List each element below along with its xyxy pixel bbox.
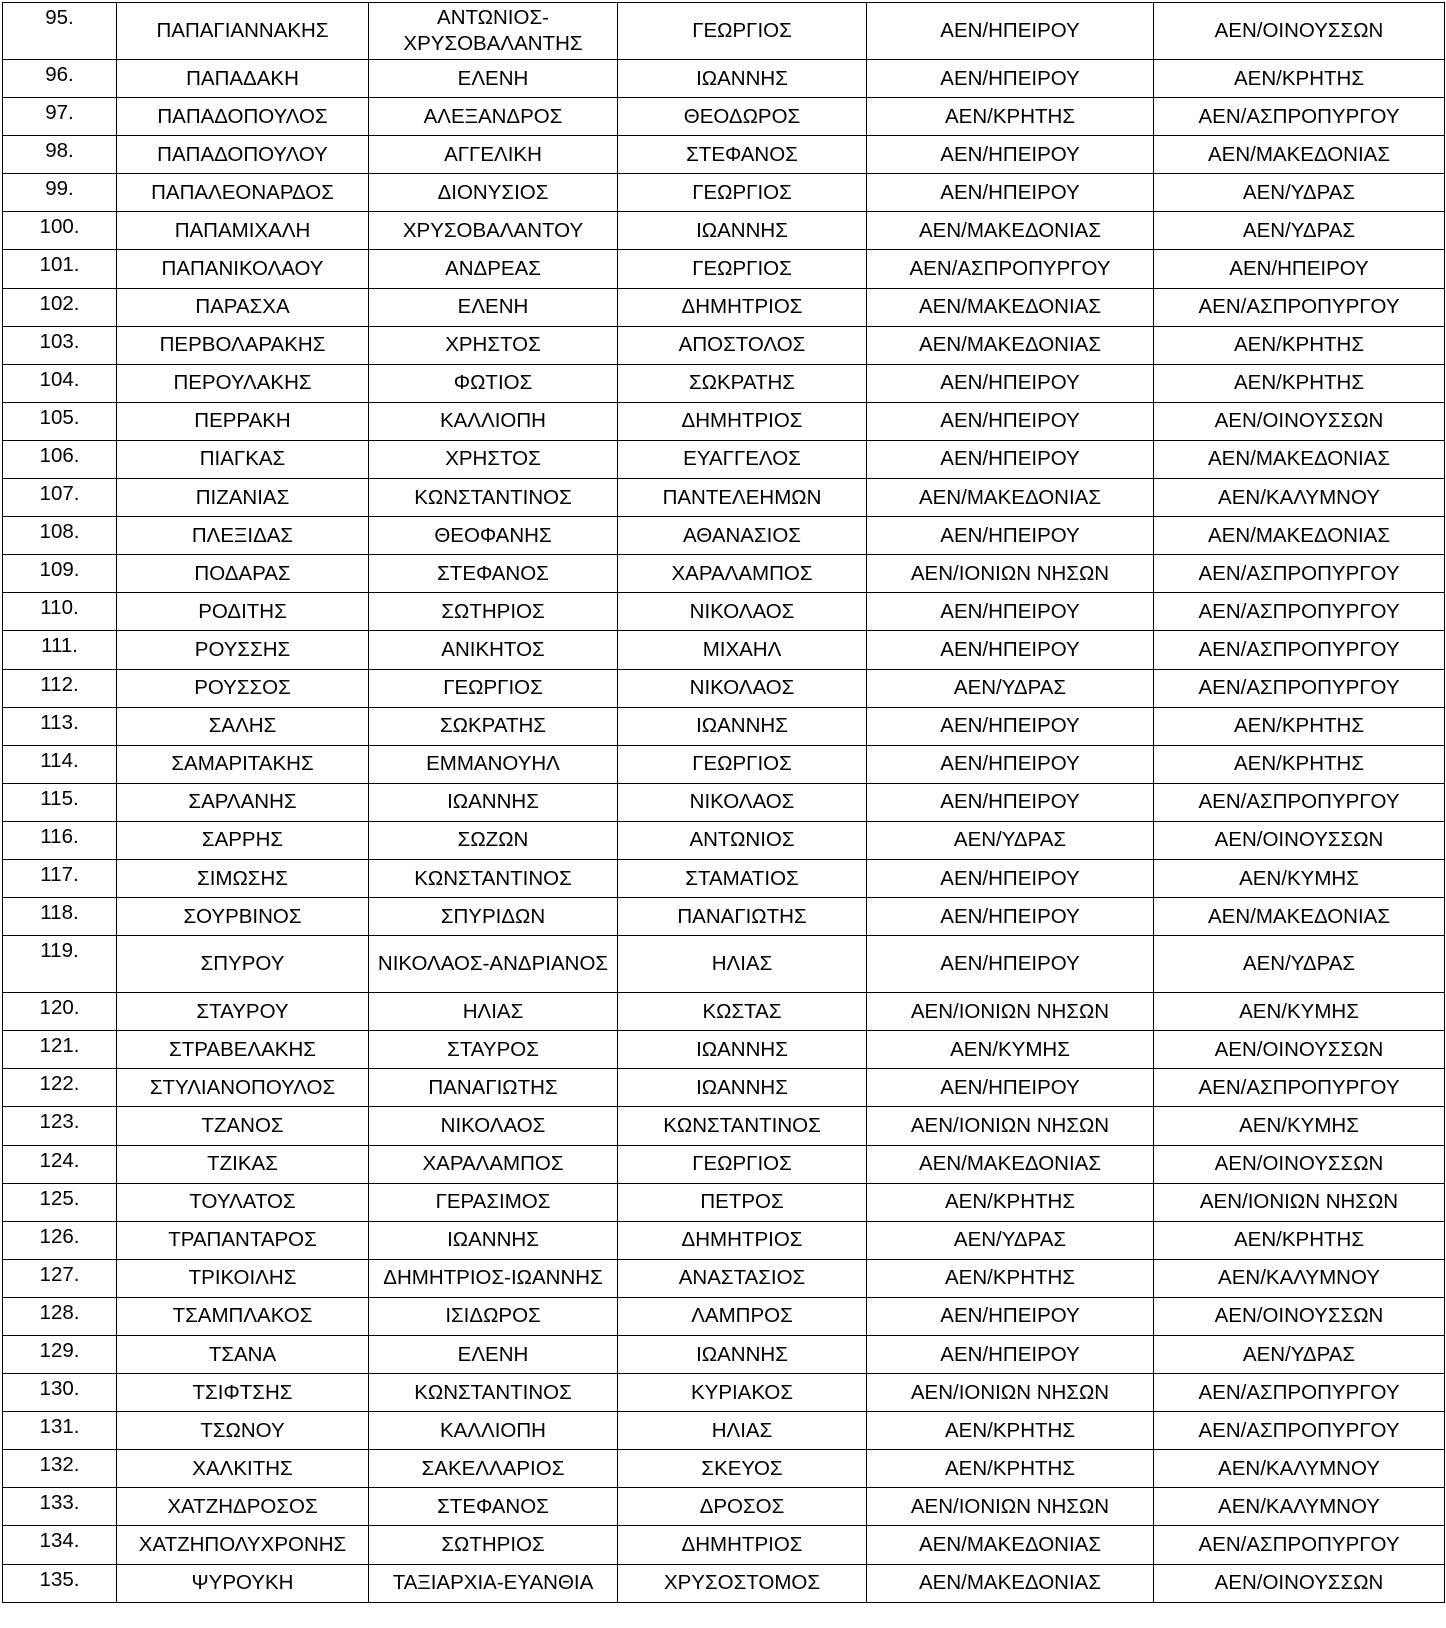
father-name-cell: ΚΩΣΤΑΣ [618,993,867,1031]
row-number: 120. [3,993,117,1031]
row-number: 124. [3,1145,117,1183]
first-name-cell: ΝΙΚΟΛΑΟΣ-ΑΝΔΡΙΑΝΟΣ [369,936,618,993]
row-number: 95. [3,3,117,60]
surname-cell: ΤΖΙΚΑΣ [117,1145,369,1183]
origin-unit-cell: ΑΕΝ/ΚΡΗΤΗΣ [867,1412,1154,1450]
destination-unit-cell: ΑΕΝ/ΑΣΠΡΟΠΥΡΓΟΥ [1154,1069,1445,1107]
first-name-cell: ΓΕΡΑΣΙΜΟΣ [369,1183,618,1221]
father-name-cell: ΧΑΡΑΛΑΜΠΟΣ [618,555,867,593]
father-name-cell: ΓΕΩΡΓΙΟΣ [618,174,867,212]
table-row [3,60,1445,98]
first-name-cell: ΦΩΤΙΟΣ [369,364,618,402]
origin-unit-cell: ΑΕΝ/ΙΟΝΙΩΝ ΝΗΣΩΝ [867,1488,1154,1526]
first-name-cell: ΓΕΩΡΓΙΟΣ [369,669,618,707]
table-row [3,174,1445,212]
origin-unit-cell: ΑΕΝ/ΙΟΝΙΩΝ ΝΗΣΩΝ [867,555,1154,593]
origin-unit-cell: ΑΕΝ/ΙΟΝΙΩΝ ΝΗΣΩΝ [867,1374,1154,1412]
surname-cell: ΣΟΥΡΒΙΝΟΣ [117,898,369,936]
row-number: 99. [3,174,117,212]
first-name-cell: ΠΑΝΑΓΙΩΤΗΣ [369,1069,618,1107]
row-number: 114. [3,745,117,783]
surname-cell: ΡΟΥΣΣΟΣ [117,669,369,707]
first-name-cell: ΗΛΙΑΣ [369,993,618,1031]
row-number: 98. [3,136,117,174]
origin-unit-cell: ΑΕΝ/ΚΡΗΤΗΣ [867,1259,1154,1297]
table-row [3,364,1445,402]
table-row [3,440,1445,478]
row-number: 133. [3,1488,117,1526]
father-name-cell: ΣΤΕΦΑΝΟΣ [618,136,867,174]
origin-unit-cell: ΑΕΝ/ΜΑΚΕΔΟΝΙΑΣ [867,326,1154,364]
surname-cell: ΣΑΡΛΑΝΗΣ [117,783,369,821]
father-name-cell: ΔΗΜΗΤΡΙΟΣ [618,1221,867,1259]
origin-unit-cell: ΑΕΝ/ΗΠΕΙΡΟΥ [867,745,1154,783]
table-row [3,98,1445,136]
first-name-cell: ΧΡΗΣΤΟΣ [369,440,618,478]
father-name-cell: ΠΑΝΑΓΙΩΤΗΣ [618,898,867,936]
father-name-cell: ΚΥΡΙΑΚΟΣ [618,1374,867,1412]
father-name-cell: ΔΡΟΣΟΣ [618,1488,867,1526]
table-row [3,669,1445,707]
row-number: 117. [3,859,117,897]
destination-unit-cell: ΑΕΝ/ΚΡΗΤΗΣ [1154,1221,1445,1259]
father-name-cell: ΑΝΤΩΝΙΟΣ [618,821,867,859]
father-name-cell: ΗΛΙΑΣ [618,1412,867,1450]
row-number: 116. [3,821,117,859]
first-name-cell: ΧΡΥΣΟΒΑΛΑΝΤΟΥ [369,212,618,250]
origin-unit-cell: ΑΕΝ/ΗΠΕΙΡΟΥ [867,783,1154,821]
first-name-cell: ΣΤΕΦΑΝΟΣ [369,1488,618,1526]
first-name-cell: ΑΛΕΞΑΝΔΡΟΣ [369,98,618,136]
destination-unit-cell: ΑΕΝ/ΑΣΠΡΟΠΥΡΓΟΥ [1154,555,1445,593]
row-number: 115. [3,783,117,821]
row-number: 104. [3,364,117,402]
row-number: 97. [3,98,117,136]
destination-unit-cell: ΑΕΝ/ΟΙΝΟΥΣΣΩΝ [1154,1145,1445,1183]
table-row [3,3,1445,60]
destination-unit-cell: ΑΕΝ/ΚΥΜΗΣ [1154,859,1445,897]
row-number: 123. [3,1107,117,1145]
row-number: 110. [3,593,117,631]
first-name-cell: ΤΑΞΙΑΡΧΙΑ-ΕΥΑΝΘΙΑ [369,1564,618,1602]
origin-unit-cell: ΑΕΝ/ΗΠΕΙΡΟΥ [867,3,1154,60]
origin-unit-cell: ΑΕΝ/ΗΠΕΙΡΟΥ [867,402,1154,440]
destination-unit-cell: ΑΕΝ/ΑΣΠΡΟΠΥΡΓΟΥ [1154,783,1445,821]
destination-unit-cell: ΑΕΝ/ΚΡΗΤΗΣ [1154,707,1445,745]
table-row [3,859,1445,897]
surname-cell: ΠΑΠΑΔΟΠΟΥΛΟΥ [117,136,369,174]
destination-unit-cell: ΑΕΝ/ΥΔΡΑΣ [1154,174,1445,212]
father-name-cell: ΙΩΑΝΝΗΣ [618,212,867,250]
surname-cell: ΤΣΑΜΠΛΑΚΟΣ [117,1297,369,1335]
table-row [3,898,1445,936]
origin-unit-cell: ΑΕΝ/ΜΑΚΕΔΟΝΙΑΣ [867,212,1154,250]
table-row [3,1412,1445,1450]
father-name-cell: ΑΝΑΣΤΑΣΙΟΣ [618,1259,867,1297]
father-name-cell: ΧΡΥΣΟΣΤΟΜΟΣ [618,1564,867,1602]
row-number: 119. [3,936,117,993]
surname-cell: ΠΙΖΑΝΙΑΣ [117,479,369,517]
destination-unit-cell: ΑΕΝ/ΥΔΡΑΣ [1154,1336,1445,1374]
surname-cell: ΤΣΙΦΤΣΗΣ [117,1374,369,1412]
row-number: 134. [3,1526,117,1564]
table-row [3,402,1445,440]
father-name-cell: ΣΤΑΜΑΤΙΟΣ [618,859,867,897]
table-row [3,1221,1445,1259]
row-number: 112. [3,669,117,707]
destination-unit-cell: ΑΕΝ/ΚΥΜΗΣ [1154,993,1445,1031]
destination-unit-cell: ΑΕΝ/ΑΣΠΡΟΠΥΡΓΟΥ [1154,98,1445,136]
table-row [3,479,1445,517]
first-name-cell: ΚΩΝΣΤΑΝΤΙΝΟΣ [369,1374,618,1412]
father-name-cell: ΔΗΜΗΤΡΙΟΣ [618,1526,867,1564]
row-number: 105. [3,402,117,440]
surname-cell: ΠΑΠΑΛΕΟΝΑΡΔΟΣ [117,174,369,212]
row-number: 111. [3,631,117,669]
surname-cell: ΠΕΡΒΟΛΑΡΑΚΗΣ [117,326,369,364]
table-row [3,936,1445,993]
first-name-cell: ΕΛΕΝΗ [369,60,618,98]
destination-unit-cell: ΑΕΝ/ΜΑΚΕΔΟΝΙΑΣ [1154,136,1445,174]
first-name-cell: ΣΤΑΥΡΟΣ [369,1031,618,1069]
first-name-cell: ΑΓΓΕΛΙΚΗ [369,136,618,174]
origin-unit-cell: ΑΕΝ/ΜΑΚΕΔΟΝΙΑΣ [867,1145,1154,1183]
destination-unit-cell: ΑΕΝ/ΚΑΛΥΜΝΟΥ [1154,1488,1445,1526]
surname-cell: ΣΙΜΩΣΗΣ [117,859,369,897]
table-row [3,993,1445,1031]
first-name-cell: ΣΠΥΡΙΔΩΝ [369,898,618,936]
surname-cell: ΠΑΠΑΓΙΑΝΝΑΚΗΣ [117,3,369,60]
surname-cell: ΧΑΛΚΙΤΗΣ [117,1450,369,1488]
first-name-cell: ΣΩΤΗΡΙΟΣ [369,1526,618,1564]
table-row [3,707,1445,745]
destination-unit-cell: ΑΕΝ/ΥΔΡΑΣ [1154,212,1445,250]
first-name-cell: ΣΩΤΗΡΙΟΣ [369,593,618,631]
row-number: 100. [3,212,117,250]
row-number: 125. [3,1183,117,1221]
origin-unit-cell: ΑΕΝ/ΗΠΕΙΡΟΥ [867,859,1154,897]
first-name-cell: ΕΜΜΑΝΟΥΗΛ [369,745,618,783]
destination-unit-cell: ΑΕΝ/ΟΙΝΟΥΣΣΩΝ [1154,1564,1445,1602]
father-name-cell: ΔΗΜΗΤΡΙΟΣ [618,402,867,440]
surname-cell: ΤΣΑΝΑ [117,1336,369,1374]
destination-unit-cell: ΑΕΝ/ΜΑΚΕΔΟΝΙΑΣ [1154,517,1445,555]
table-row [3,1297,1445,1335]
table-row [3,1145,1445,1183]
origin-unit-cell: ΑΕΝ/ΜΑΚΕΔΟΝΙΑΣ [867,288,1154,326]
destination-unit-cell: ΑΕΝ/ΚΡΗΤΗΣ [1154,60,1445,98]
destination-unit-cell: ΑΕΝ/ΟΙΝΟΥΣΣΩΝ [1154,821,1445,859]
origin-unit-cell: ΑΕΝ/ΗΠΕΙΡΟΥ [867,936,1154,993]
origin-unit-cell: ΑΕΝ/ΙΟΝΙΩΝ ΝΗΣΩΝ [867,1107,1154,1145]
destination-unit-cell: ΑΕΝ/ΑΣΠΡΟΠΥΡΓΟΥ [1154,1526,1445,1564]
row-number: 101. [3,250,117,288]
row-number: 131. [3,1412,117,1450]
father-name-cell: ΓΕΩΡΓΙΟΣ [618,250,867,288]
origin-unit-cell: ΑΕΝ/ΗΠΕΙΡΟΥ [867,1336,1154,1374]
surname-cell: ΧΑΤΖΗΠΟΛΥΧΡΟΝΗΣ [117,1526,369,1564]
first-name-cell: ΕΛΕΝΗ [369,1336,618,1374]
table-row [3,1069,1445,1107]
surname-cell: ΤΖΑΝΟΣ [117,1107,369,1145]
row-number: 107. [3,479,117,517]
table-row [3,1564,1445,1602]
destination-unit-cell: ΑΕΝ/ΟΙΝΟΥΣΣΩΝ [1154,1297,1445,1335]
row-number: 135. [3,1564,117,1602]
origin-unit-cell: ΑΕΝ/ΗΠΕΙΡΟΥ [867,1069,1154,1107]
first-name-cell: ΔΙΟΝΥΣΙΟΣ [369,174,618,212]
destination-unit-cell: ΑΕΝ/ΥΔΡΑΣ [1154,936,1445,993]
table-row [3,136,1445,174]
origin-unit-cell: ΑΕΝ/ΚΡΗΤΗΣ [867,1450,1154,1488]
surname-cell: ΡΟΔΙΤΗΣ [117,593,369,631]
first-name-cell: ΑΝΙΚΗΤΟΣ [369,631,618,669]
table-row [3,1336,1445,1374]
father-name-cell: ΕΥΑΓΓΕΛΟΣ [618,440,867,478]
destination-unit-cell: ΑΕΝ/ΙΟΝΙΩΝ ΝΗΣΩΝ [1154,1183,1445,1221]
first-name-cell: ΙΩΑΝΝΗΣ [369,1221,618,1259]
surname-cell: ΤΟΥΛΑΤΟΣ [117,1183,369,1221]
surname-cell: ΠΑΠΑΝΙΚΟΛΑΟΥ [117,250,369,288]
row-number: 96. [3,60,117,98]
row-number: 122. [3,1069,117,1107]
surname-cell: ΧΑΤΖΗΔΡΟΣΟΣ [117,1488,369,1526]
destination-unit-cell: ΑΕΝ/ΟΙΝΟΥΣΣΩΝ [1154,3,1445,60]
surname-cell: ΣΤΡΑΒΕΛΑΚΗΣ [117,1031,369,1069]
first-name-cell: ΑΝΤΩΝΙΟΣ-ΧΡΥΣΟΒΑΛΑΝΤΗΣ [369,3,618,60]
surname-cell: ΣΑΡΡΗΣ [117,821,369,859]
origin-unit-cell: ΑΕΝ/ΜΑΚΕΔΟΝΙΑΣ [867,479,1154,517]
row-number: 129. [3,1336,117,1374]
father-name-cell: ΠΑΝΤΕΛΕΗΜΩΝ [618,479,867,517]
table-row [3,821,1445,859]
father-name-cell: ΛΑΜΠΡΟΣ [618,1297,867,1335]
father-name-cell: ΣΩΚΡΑΤΗΣ [618,364,867,402]
roster-body [3,3,1445,1603]
father-name-cell: ΠΕΤΡΟΣ [618,1183,867,1221]
origin-unit-cell: ΑΕΝ/ΗΠΕΙΡΟΥ [867,707,1154,745]
table-row [3,517,1445,555]
table-row [3,1107,1445,1145]
father-name-cell: ΔΗΜΗΤΡΙΟΣ [618,288,867,326]
surname-cell: ΣΑΛΗΣ [117,707,369,745]
destination-unit-cell: ΑΕΝ/ΚΡΗΤΗΣ [1154,745,1445,783]
first-name-cell: ΚΑΛΛΙΟΠΗ [369,402,618,440]
destination-unit-cell: ΑΕΝ/ΚΥΜΗΣ [1154,1107,1445,1145]
surname-cell: ΨΥΡΟΥΚΗ [117,1564,369,1602]
father-name-cell: ΙΩΑΝΝΗΣ [618,1031,867,1069]
destination-unit-cell: ΑΕΝ/ΑΣΠΡΟΠΥΡΓΟΥ [1154,669,1445,707]
origin-unit-cell: ΑΕΝ/ΥΔΡΑΣ [867,1221,1154,1259]
destination-unit-cell: ΑΕΝ/ΜΑΚΕΔΟΝΙΑΣ [1154,898,1445,936]
destination-unit-cell: ΑΕΝ/ΚΑΛΥΜΝΟΥ [1154,1450,1445,1488]
row-number: 127. [3,1259,117,1297]
first-name-cell: ΚΩΝΣΤΑΝΤΙΝΟΣ [369,859,618,897]
father-name-cell: ΝΙΚΟΛΑΟΣ [618,783,867,821]
row-number: 118. [3,898,117,936]
surname-cell: ΠΕΡΡΑΚΗ [117,402,369,440]
surname-cell: ΤΡΙΚΟΙΛΗΣ [117,1259,369,1297]
surname-cell: ΠΕΡΟΥΛΑΚΗΣ [117,364,369,402]
father-name-cell: ΚΩΝΣΤΑΝΤΙΝΟΣ [618,1107,867,1145]
surname-cell: ΣΤΥΛΙΑΝΟΠΟΥΛΟΣ [117,1069,369,1107]
father-name-cell: ΙΩΑΝΝΗΣ [618,60,867,98]
origin-unit-cell: ΑΕΝ/ΗΠΕΙΡΟΥ [867,517,1154,555]
origin-unit-cell: ΑΕΝ/ΥΔΡΑΣ [867,669,1154,707]
origin-unit-cell: ΑΕΝ/ΗΠΕΙΡΟΥ [867,440,1154,478]
table-row [3,1183,1445,1221]
first-name-cell: ΣΩΚΡΑΤΗΣ [369,707,618,745]
surname-cell: ΠΟΔΑΡΑΣ [117,555,369,593]
destination-unit-cell: ΑΕΝ/ΗΠΕΙΡΟΥ [1154,250,1445,288]
surname-cell: ΡΟΥΣΣΗΣ [117,631,369,669]
origin-unit-cell: ΑΕΝ/ΥΔΡΑΣ [867,821,1154,859]
first-name-cell: ΣΩΖΩΝ [369,821,618,859]
table-row [3,288,1445,326]
row-number: 109. [3,555,117,593]
father-name-cell: ΝΙΚΟΛΑΟΣ [618,669,867,707]
table-row [3,1374,1445,1412]
table-row [3,745,1445,783]
first-name-cell: ΝΙΚΟΛΑΟΣ [369,1107,618,1145]
origin-unit-cell: ΑΕΝ/ΗΠΕΙΡΟΥ [867,631,1154,669]
origin-unit-cell: ΑΕΝ/ΚΥΜΗΣ [867,1031,1154,1069]
destination-unit-cell: ΑΕΝ/ΑΣΠΡΟΠΥΡΓΟΥ [1154,288,1445,326]
origin-unit-cell: ΑΕΝ/ΗΠΕΙΡΟΥ [867,60,1154,98]
first-name-cell: ΔΗΜΗΤΡΙΟΣ-ΙΩΑΝΝΗΣ [369,1259,618,1297]
table-row [3,1031,1445,1069]
destination-unit-cell: ΑΕΝ/ΟΙΝΟΥΣΣΩΝ [1154,1031,1445,1069]
surname-cell: ΣΠΥΡΟΥ [117,936,369,993]
father-name-cell: ΝΙΚΟΛΑΟΣ [618,593,867,631]
table-row [3,1488,1445,1526]
first-name-cell: ΧΡΗΣΤΟΣ [369,326,618,364]
father-name-cell: ΙΩΑΝΝΗΣ [618,1069,867,1107]
surname-cell: ΠΑΡΑΣΧΑ [117,288,369,326]
row-number: 108. [3,517,117,555]
first-name-cell: ΑΝΔΡΕΑΣ [369,250,618,288]
table-row [3,1259,1445,1297]
first-name-cell: ΘΕΟΦΑΝΗΣ [369,517,618,555]
destination-unit-cell: ΑΕΝ/ΟΙΝΟΥΣΣΩΝ [1154,402,1445,440]
table-row [3,1450,1445,1488]
father-name-cell: ΙΩΑΝΝΗΣ [618,1336,867,1374]
origin-unit-cell: ΑΕΝ/ΜΑΚΕΔΟΝΙΑΣ [867,1564,1154,1602]
table-row [3,1526,1445,1564]
origin-unit-cell: ΑΕΝ/ΙΟΝΙΩΝ ΝΗΣΩΝ [867,993,1154,1031]
row-number: 102. [3,288,117,326]
table-row [3,250,1445,288]
origin-unit-cell: ΑΕΝ/ΚΡΗΤΗΣ [867,98,1154,136]
origin-unit-cell: ΑΕΝ/ΑΣΠΡΟΠΥΡΓΟΥ [867,250,1154,288]
destination-unit-cell: ΑΕΝ/ΚΑΛΥΜΝΟΥ [1154,479,1445,517]
first-name-cell: ΣΤΕΦΑΝΟΣ [369,555,618,593]
destination-unit-cell: ΑΕΝ/ΚΑΛΥΜΝΟΥ [1154,1259,1445,1297]
father-name-cell: ΓΕΩΡΓΙΟΣ [618,1145,867,1183]
surname-cell: ΠΑΠΑΔΑΚΗ [117,60,369,98]
father-name-cell: ΗΛΙΑΣ [618,936,867,993]
destination-unit-cell: ΑΕΝ/ΚΡΗΤΗΣ [1154,326,1445,364]
destination-unit-cell: ΑΕΝ/ΑΣΠΡΟΠΥΡΓΟΥ [1154,631,1445,669]
surname-cell: ΠΑΠΑΜΙΧΑΛΗ [117,212,369,250]
origin-unit-cell: ΑΕΝ/ΗΠΕΙΡΟΥ [867,136,1154,174]
row-number: 126. [3,1221,117,1259]
row-number: 121. [3,1031,117,1069]
origin-unit-cell: ΑΕΝ/ΗΠΕΙΡΟΥ [867,364,1154,402]
first-name-cell: ΙΩΑΝΝΗΣ [369,783,618,821]
destination-unit-cell: ΑΕΝ/ΜΑΚΕΔΟΝΙΑΣ [1154,440,1445,478]
first-name-cell: ΚΑΛΛΙΟΠΗ [369,1412,618,1450]
father-name-cell: ΑΘΑΝΑΣΙΟΣ [618,517,867,555]
destination-unit-cell: ΑΕΝ/ΚΡΗΤΗΣ [1154,364,1445,402]
origin-unit-cell: ΑΕΝ/ΚΡΗΤΗΣ [867,1183,1154,1221]
table-row [3,555,1445,593]
destination-unit-cell: ΑΕΝ/ΑΣΠΡΟΠΥΡΓΟΥ [1154,1374,1445,1412]
row-number: 130. [3,1374,117,1412]
surname-cell: ΣΤΑΥΡΟΥ [117,993,369,1031]
origin-unit-cell: ΑΕΝ/ΗΠΕΙΡΟΥ [867,174,1154,212]
origin-unit-cell: ΑΕΝ/ΗΠΕΙΡΟΥ [867,593,1154,631]
father-name-cell: ΣΚΕΥΟΣ [618,1450,867,1488]
row-number: 128. [3,1297,117,1335]
first-name-cell: ΣΑΚΕΛΛΑΡΙΟΣ [369,1450,618,1488]
surname-cell: ΠΛΕΞΙΔΑΣ [117,517,369,555]
surname-cell: ΠΑΠΑΔΟΠΟΥΛΟΣ [117,98,369,136]
surname-cell: ΤΣΩΝΟΥ [117,1412,369,1450]
first-name-cell: ΧΑΡΑΛΑΜΠΟΣ [369,1145,618,1183]
father-name-cell: ΙΩΑΝΝΗΣ [618,707,867,745]
table-row [3,783,1445,821]
row-number: 106. [3,440,117,478]
destination-unit-cell: ΑΕΝ/ΑΣΠΡΟΠΥΡΓΟΥ [1154,1412,1445,1450]
row-number: 113. [3,707,117,745]
surname-cell: ΤΡΑΠΑΝΤΑΡΟΣ [117,1221,369,1259]
father-name-cell: ΓΕΩΡΓΙΟΣ [618,3,867,60]
table-row [3,212,1445,250]
roster-table [2,2,1445,1603]
origin-unit-cell: ΑΕΝ/ΗΠΕΙΡΟΥ [867,1297,1154,1335]
origin-unit-cell: ΑΕΝ/ΜΑΚΕΔΟΝΙΑΣ [867,1526,1154,1564]
surname-cell: ΣΑΜΑΡΙΤΑΚΗΣ [117,745,369,783]
father-name-cell: ΑΠΟΣΤΟΛΟΣ [618,326,867,364]
surname-cell: ΠΙΑΓΚΑΣ [117,440,369,478]
first-name-cell: ΕΛΕΝΗ [369,288,618,326]
father-name-cell: ΓΕΩΡΓΙΟΣ [618,745,867,783]
destination-unit-cell: ΑΕΝ/ΑΣΠΡΟΠΥΡΓΟΥ [1154,593,1445,631]
father-name-cell: ΜΙΧΑΗΛ [618,631,867,669]
table-row [3,593,1445,631]
row-number: 132. [3,1450,117,1488]
row-number: 103. [3,326,117,364]
father-name-cell: ΘΕΟΔΩΡΟΣ [618,98,867,136]
first-name-cell: ΙΣΙΔΩΡΟΣ [369,1297,618,1335]
table-row [3,326,1445,364]
first-name-cell: ΚΩΝΣΤΑΝΤΙΝΟΣ [369,479,618,517]
table-row [3,631,1445,669]
origin-unit-cell: ΑΕΝ/ΗΠΕΙΡΟΥ [867,898,1154,936]
